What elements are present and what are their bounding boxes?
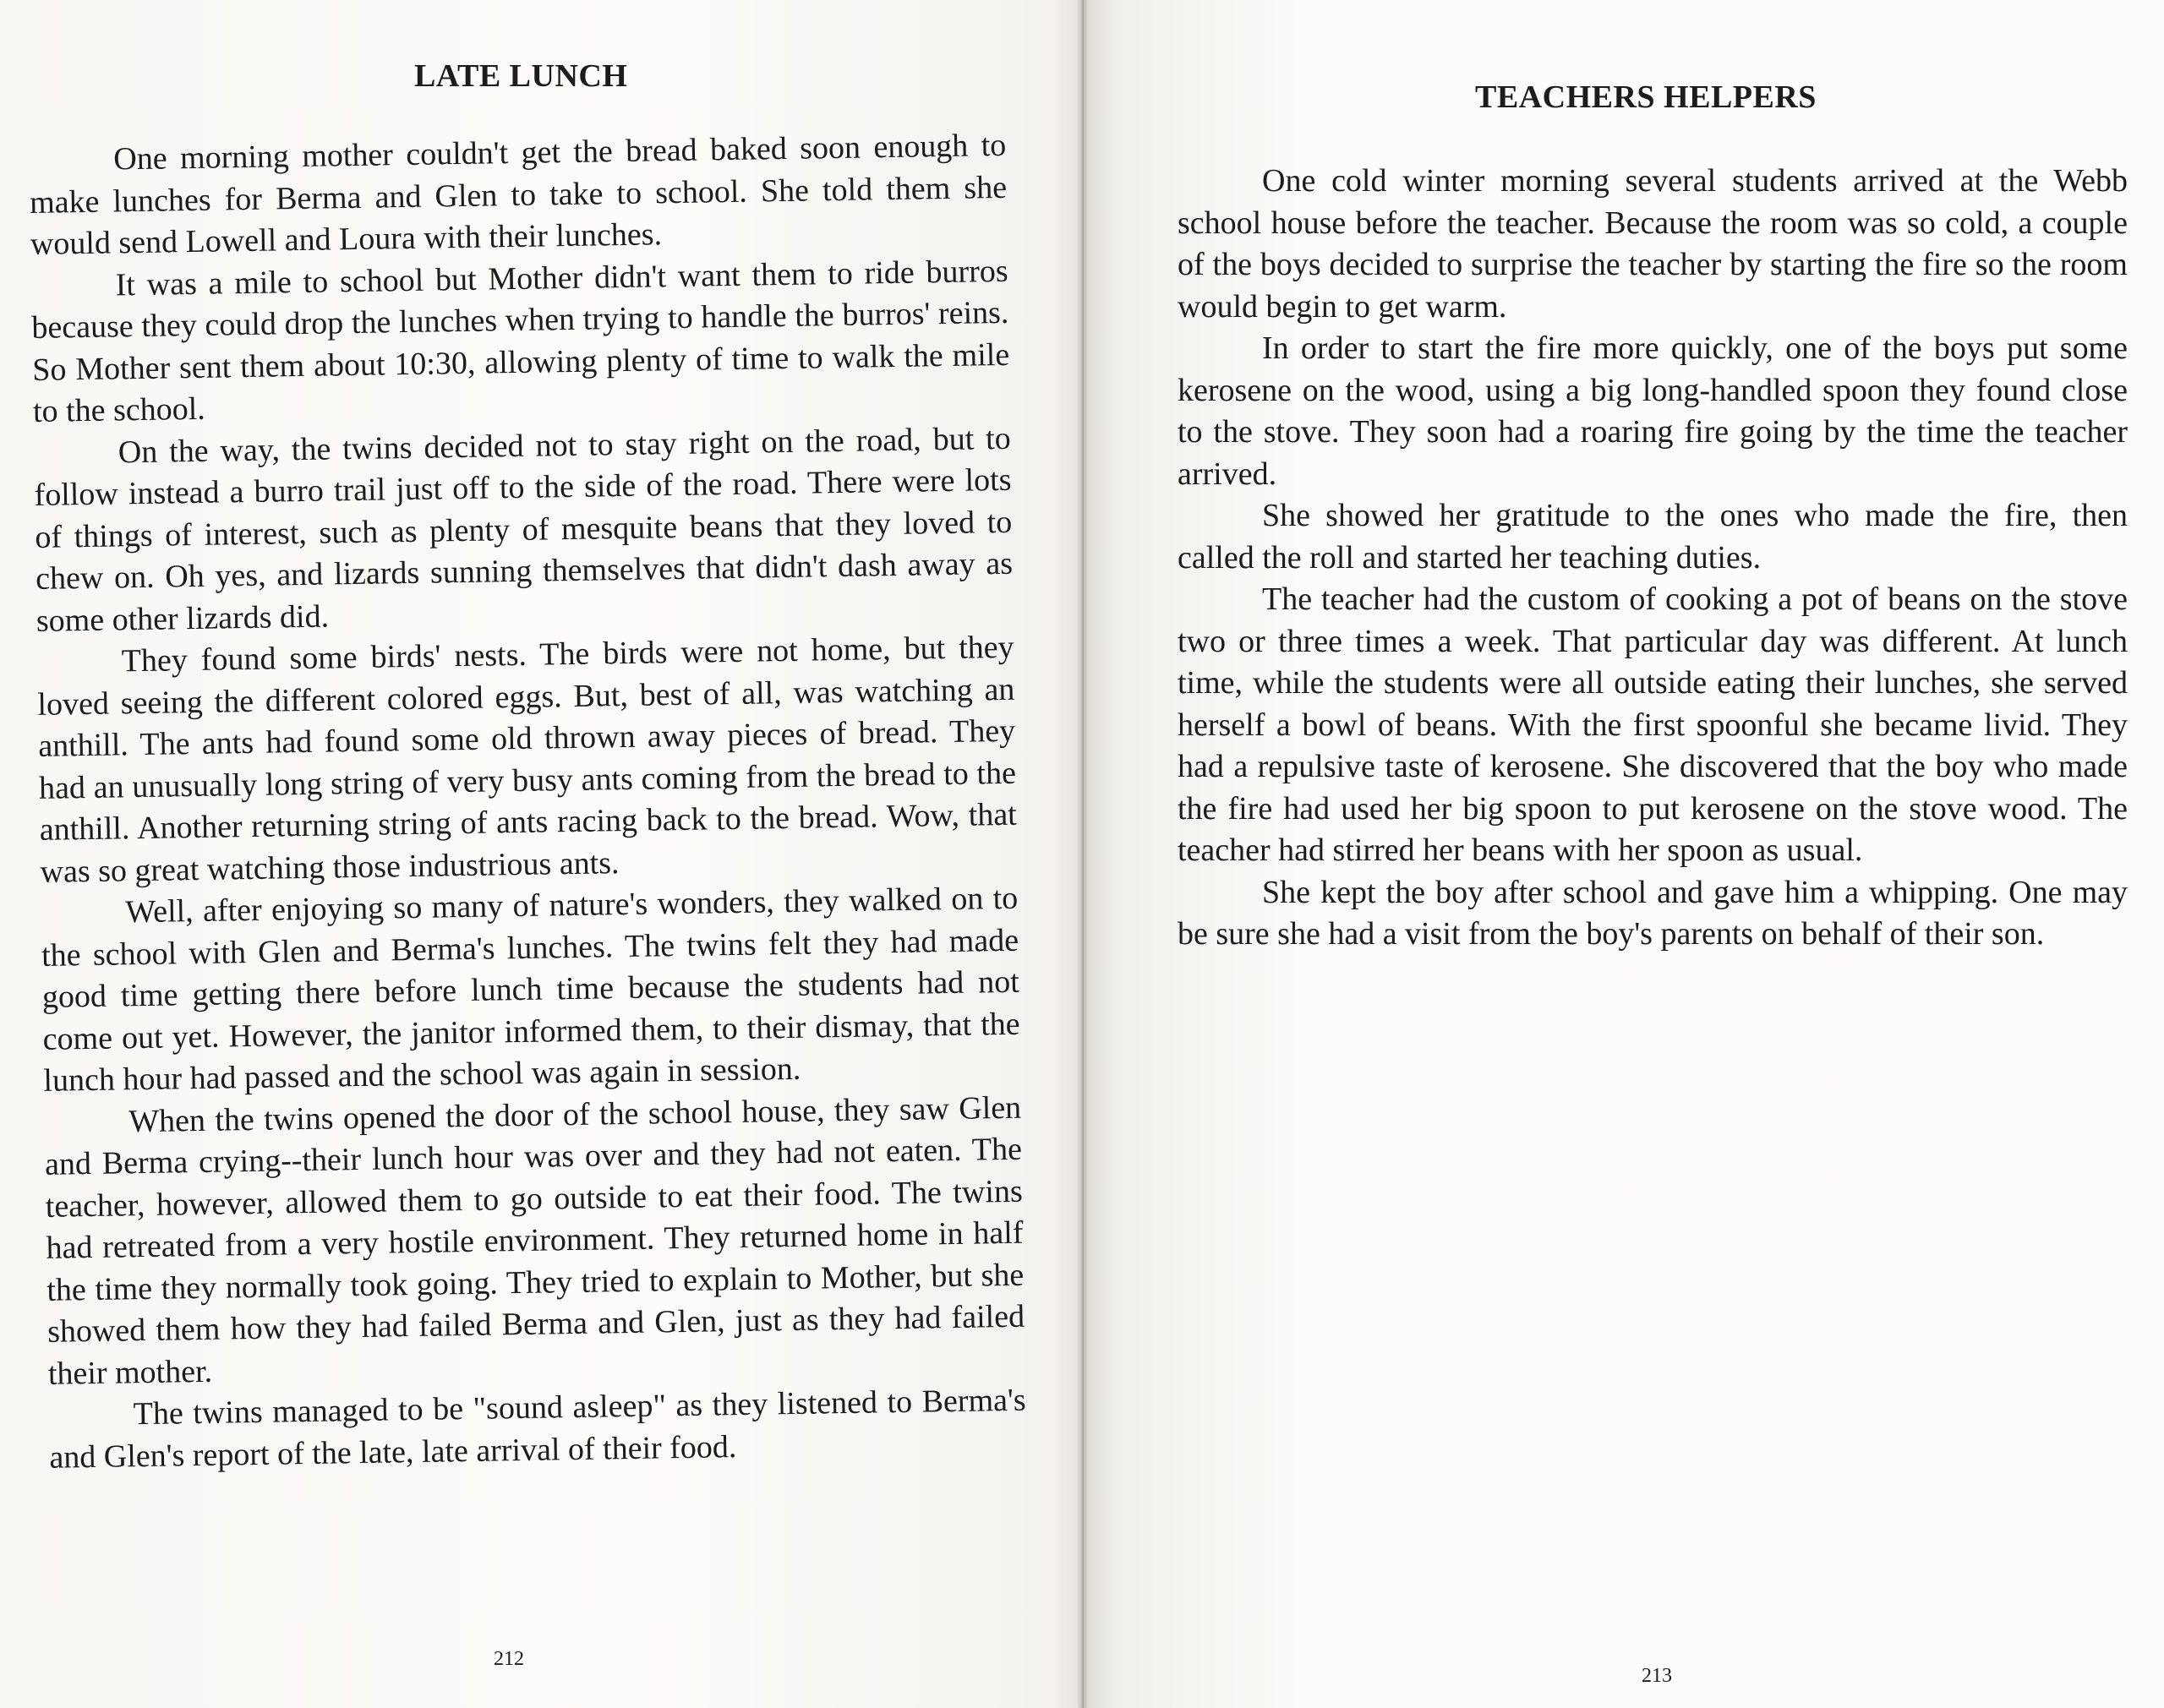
left-page-number: 212 — [494, 1648, 524, 1670]
left-paragraph-7: The twins managed to be "sound asleep" as they listened to Berma's and Glen's report of the late, late arrival of their food. — [49, 1382, 1026, 1476]
left-paragraph-2: It was a mile to school but Mother didn't want them to ride burros because they could drop the lunches when trying to handle the burros' reins. So Mother sent them about 10:30, allowing plenty of time to walk the mile to the school. — [31, 253, 1010, 429]
right-paragraph-2: In order to start the fire more quickly, one of the boys put some kerosene on the wood, using a big long-handled spoon they found close to the stove. They soon had a roaring fire going by the time the teacher arrived. — [1178, 330, 2128, 492]
right-paragraph-5: She kept the boy after school and gave him a whipping. One may be sure she had a visit from the boy's parents on behalf of their son. — [1178, 874, 2128, 952]
right-page-number: 213 — [1642, 1665, 1672, 1687]
book-gutter — [1077, 0, 1089, 1708]
right-paragraph-3: She showed her gratitude to the ones who made the fire, then called the roll and started her teaching duties. — [1178, 498, 2128, 576]
left-page-body — [29, 125, 1027, 1479]
left-paragraph-6: When the twins opened the door of the school house, they saw Glen and Berma crying--their lunch hour was over and they had not eaten. The teacher, however, allowed them to go outside to eat their food. The twins had retreated from a very hostile environment. They returned home in half the time they normally took going. They tried to explain to Mother, but she showed them how they had failed Berma and Glen, just as they had failed their mother. — [44, 1089, 1025, 1392]
left-page-title: LATE LUNCH — [414, 58, 628, 94]
right-page — [1084, 0, 2164, 1708]
left-paragraph-5: Well, after enjoying so many of nature's wonders, they walked on to the school with Glen and Berma's lunches. The twins felt they had made good time getting there before lunch time because the students had not come out yet. However, the janitor informed them, to their dismay, that the lunch hour had passed and the school was again in session. — [41, 880, 1020, 1099]
right-page-body — [1178, 161, 2128, 956]
right-paragraph-1: One cold winter morning several students arrived at the Webb school house before the teacher. Because the room was so cold, a couple of the boys decided to surprise the teacher by starting the fire so the room would begin to get warm. — [1178, 163, 2128, 325]
right-paragraph-4: The teacher had the custom of cooking a pot of beans on the stove two or three times a week. That particular day was different. At lunch time, while the students were all outside eating their lunches, she served herself a bowl of beans. With the first spoonful she became livid. They had a repulsive taste of kerosene. She discovered that the boy who made the fire had used her big spoon to put kerosene on the stove wood. The teacher had stirred her beans with her spoon as usual. — [1178, 581, 2128, 868]
left-paragraph-3: On the way, the twins decided not to stay right on the road, but to follow instead a burro trail just off to the side of the road. There were lots of things of interest, such as plenty of mesquite beans that they loved to chew on. Oh yes, and lizards sunning themselves that didn't dash away as some other lizards did. — [34, 420, 1014, 639]
left-paragraph-4: They found some birds' nests. The birds were not home, but they loved seeing the different colored eggs. But, best of all, was watching an anthill. The ants had found some old thrown away pieces of bread. They had an unusually long string of very busy ants coming from the bread to the anthill. Another returning string of ants racing back to the bread. Wow, that was so great watching those industrious ants. — [37, 629, 1018, 890]
left-paragraph-1: One morning mother couldn't get the bread baked soon enough to make lunches for Berma and Glen to take to school. She told them she would send Lowell and Loura with their lunches. — [29, 127, 1008, 262]
right-page-title: TEACHERS HELPERS — [1475, 79, 1817, 115]
